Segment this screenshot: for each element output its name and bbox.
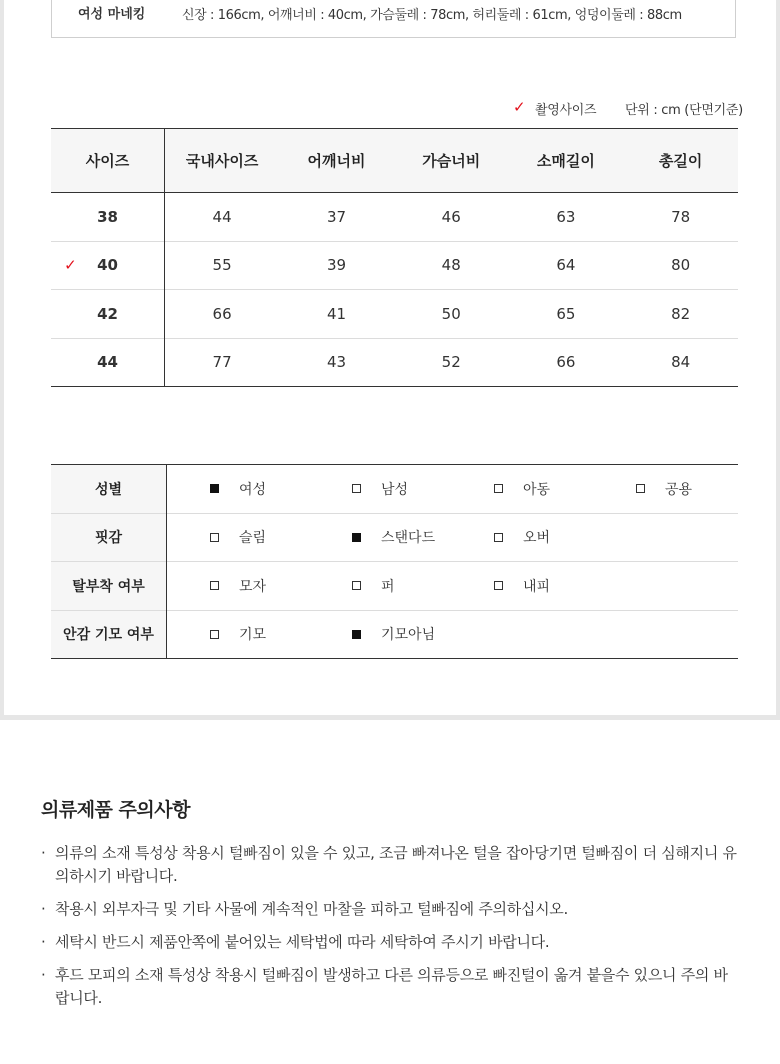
- attribute-option: [593, 479, 735, 499]
- table-row: [51, 193, 738, 242]
- attribute-options: [167, 562, 739, 611]
- table-row: [51, 562, 738, 611]
- measurement-cell: 50: [441, 304, 461, 323]
- attribute-option: [309, 527, 451, 547]
- measurement-cell: 78: [671, 207, 691, 226]
- check-mark-icon: ✓: [64, 256, 77, 275]
- measurement-cell: 46: [441, 207, 461, 226]
- option-label: 오버: [523, 530, 551, 547]
- checkbox-empty-icon: [494, 533, 503, 542]
- option-label: 여성: [239, 481, 267, 498]
- size-table-header-cell: 소매길이: [509, 129, 624, 193]
- size-value: 40: [97, 256, 118, 275]
- attribute-option: [167, 624, 309, 644]
- measurement-cell: 37: [326, 207, 347, 226]
- measurement-cell: 84: [671, 353, 691, 372]
- table-row: [51, 290, 738, 339]
- checkbox-empty-icon: [210, 630, 219, 639]
- measurement-cell: 48: [441, 256, 461, 275]
- attribute-label: 탈부착 여부: [51, 562, 167, 611]
- measurement-cell: 66: [556, 353, 576, 372]
- option-label: 슬림: [239, 530, 267, 547]
- checkbox-empty-icon: [352, 581, 361, 590]
- attribute-option: [309, 576, 451, 596]
- size-cell: [51, 193, 165, 242]
- attribute-option: [309, 624, 451, 644]
- checkbox-empty-icon: [494, 484, 503, 493]
- table-row: [51, 241, 738, 290]
- mannequin-measurements: 신장 : 166cm, 어깨너비 : 40cm, 가슴둘레 : 78cm, 허리둘레 : 61cm, 엉덩이둘레 : 88cm: [182, 8, 682, 23]
- measurement-cell: 55: [212, 256, 232, 275]
- option-label: 스탠다드: [381, 530, 436, 547]
- option-label: 내피: [523, 578, 551, 595]
- table-row: [51, 338, 738, 387]
- table-row: [51, 465, 738, 514]
- attribute-options: [167, 610, 739, 659]
- table-row: [51, 513, 738, 562]
- attribute-option: [167, 576, 309, 596]
- size-table: [51, 128, 738, 387]
- attribute-label: 안감 기모 여부: [51, 610, 167, 659]
- measurement-cell: 44: [212, 207, 232, 226]
- checkbox-empty-icon: [210, 581, 219, 590]
- care-title: 의류제품 주의사항: [41, 799, 190, 821]
- measurement-cell: 82: [671, 304, 691, 323]
- measurement-cell: 64: [556, 256, 576, 275]
- attribute-option: [451, 479, 593, 499]
- measurement-cell: 65: [556, 304, 576, 323]
- attribute-option: [309, 479, 451, 499]
- checkbox-filled-icon: [352, 630, 361, 639]
- attribute-option: [451, 527, 593, 547]
- checkbox-empty-icon: [210, 533, 219, 542]
- care-list: [41, 842, 741, 1020]
- size-table-header-cell: 사이즈: [51, 129, 165, 193]
- option-label: 기모: [239, 627, 267, 644]
- mannequin-info-box: [51, 0, 736, 38]
- attribute-options: [167, 465, 739, 514]
- size-table-header-cell: 국내사이즈: [165, 129, 280, 193]
- measurement-cell: 66: [212, 304, 232, 323]
- size-cell: [51, 290, 165, 339]
- measurement-cell: 43: [326, 353, 347, 372]
- attribute-options: [167, 513, 739, 562]
- list-item: · 착용시 외부자극 및 기타 사물에 계속적인 마찰을 피하고 털빠짐에 주의하십시오.: [41, 898, 741, 921]
- measurement-cell: 52: [441, 353, 461, 372]
- list-item: · 의류의 소재 특성상 착용시 털빠짐이 있을 수 있고, 조금 빠져나온 털을 잡아당기면 털빠짐이 더 심해지니 유의하시기 바랍니다.: [41, 842, 741, 888]
- attribute-option: [167, 527, 309, 547]
- measurement-cell: 39: [326, 256, 347, 275]
- measurement-cell: 41: [326, 304, 347, 323]
- option-label: 퍼: [381, 578, 395, 595]
- mannequin-label: 여성 마네킹: [78, 7, 146, 22]
- option-label: 남성: [381, 481, 409, 498]
- attribute-table: [51, 464, 738, 659]
- list-item: · 후드 모피의 소재 특성상 착용시 털빠짐이 발생하고 다른 의류등으로 빠진털이 옮겨 붙을수 있으니 주의 바랍니다.: [41, 964, 741, 1010]
- size-value: 44: [97, 353, 118, 372]
- option-label: 아동: [523, 481, 551, 498]
- option-label: 공용: [665, 481, 693, 498]
- attribute-label: 핏감: [51, 513, 167, 562]
- size-cell: [51, 241, 165, 290]
- size-table-header-cell: 어깨너비: [279, 129, 394, 193]
- measurement-cell: 77: [212, 353, 232, 372]
- size-table-header-row: [51, 129, 738, 193]
- measurement-cell: 80: [671, 256, 691, 275]
- checkbox-empty-icon: [352, 484, 361, 493]
- size-table-header-cell: 가슴너비: [394, 129, 509, 193]
- size-value: 42: [97, 304, 118, 323]
- size-table-header-cell: 총길이: [623, 129, 738, 193]
- attribute-label: 성별: [51, 465, 167, 514]
- size-cell: [51, 338, 165, 387]
- checkbox-filled-icon: [210, 484, 219, 493]
- measurement-cell: 63: [556, 207, 576, 226]
- attribute-option: [451, 576, 593, 596]
- check-mark-icon: ✓: [513, 98, 526, 116]
- option-label: 기모아님: [381, 627, 436, 644]
- unit-note: 단위 : cm (단면기준): [625, 103, 743, 118]
- shoot-size-legend: 촬영사이즈: [535, 103, 597, 118]
- size-value: 38: [97, 207, 118, 226]
- list-item: · 세탁시 반드시 제품안쪽에 붙어있는 세탁법에 따라 세탁하여 주시기 바랍니다.: [41, 931, 741, 954]
- option-label: 모자: [239, 578, 267, 595]
- checkbox-filled-icon: [352, 533, 361, 542]
- checkbox-empty-icon: [636, 484, 645, 493]
- table-row: [51, 610, 738, 659]
- attribute-option: [167, 479, 309, 499]
- checkbox-empty-icon: [494, 581, 503, 590]
